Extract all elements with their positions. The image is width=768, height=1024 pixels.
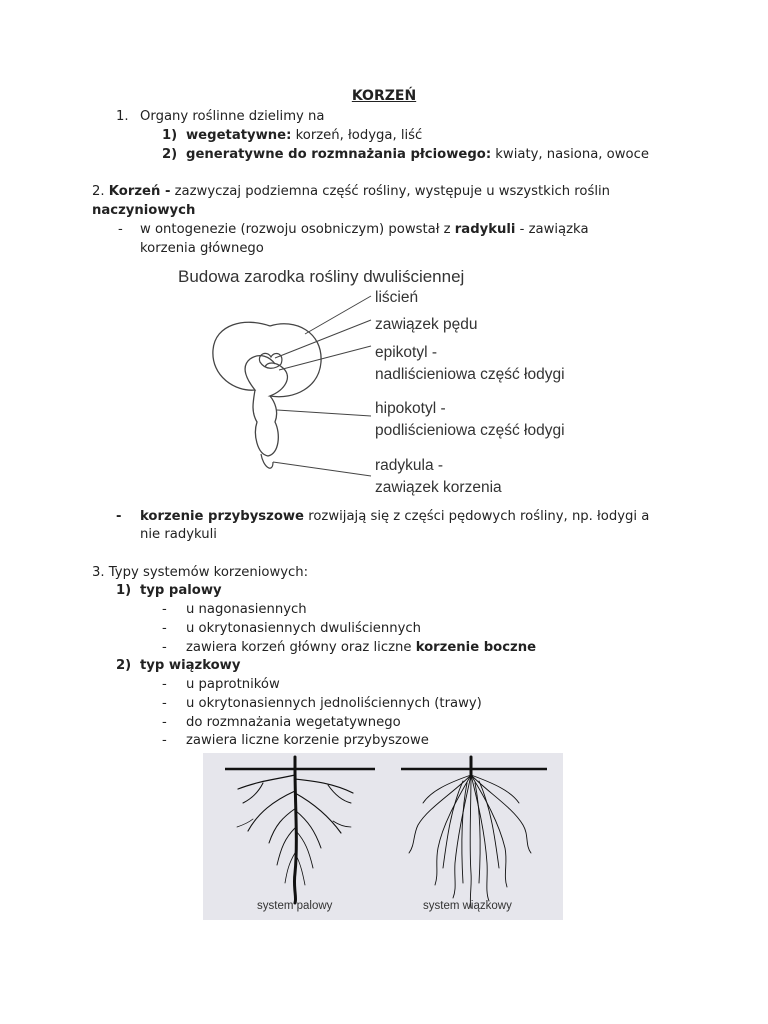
section3-text: 3. Typy systemów korzeniowych: (92, 565, 309, 580)
section2-line1: 2. Korzeń - zazwyczaj podziemna część rośliny, występuje u wszystkich roślin (92, 184, 611, 199)
section2-bullet2-line2: nie radykuli (140, 527, 217, 542)
section1-item2-number: 2) (162, 147, 178, 162)
caption-taproot: system palowy (257, 900, 333, 912)
section2-line2: naczyniowych (92, 203, 196, 218)
label-epicotyl-desc: nadliścieniowa część łodygi (375, 366, 565, 383)
bullet-dash: - (116, 509, 122, 524)
label-hypocotyl-desc: podliścieniowa część łodygi (375, 422, 565, 439)
bullet-dash: - (162, 696, 167, 711)
caption-fibrous: system wiązkowy (423, 900, 512, 912)
type1-number: 1) (116, 583, 132, 598)
type2-label: typ wiązkowy (140, 658, 241, 673)
bullet-dash: - (162, 621, 167, 636)
bullet-dash: - (118, 222, 123, 237)
bullet-dash: - (162, 677, 167, 692)
section1-item1-number: 1) (162, 128, 178, 143)
label-epicotyl: epikotyl - (375, 344, 438, 361)
type1-item2: u okrytonasiennych dwuliściennych (186, 621, 421, 636)
section1-item2: generatywne do rozmnażania płciowego: kwiaty, nasiona, owoce (186, 147, 649, 162)
figure-background (203, 753, 563, 920)
bullet-dash: - (162, 602, 167, 617)
section2-bullet2: korzenie przybyszowe rozwijają się z części pędowych rośliny, np. łodygi a (140, 509, 650, 524)
right-cotyledon (265, 324, 321, 397)
type2-item2: u okrytonasiennych jednoliściennych (trawy) (186, 696, 482, 711)
page-title: KORZEŃ (351, 88, 417, 104)
section2-bullet1-line2: korzenia głównego (140, 241, 264, 256)
leader-line (275, 320, 371, 358)
bullet-dash: - (162, 733, 167, 748)
hypocotyl (253, 390, 278, 456)
label-radicle-desc: zawiązek korzenia (375, 479, 502, 496)
type2-item1: u paprotników (186, 677, 280, 692)
left-cotyledon (213, 322, 275, 390)
embryo-diagram (175, 262, 625, 502)
type1-item1: u nagonasiennych (186, 602, 307, 617)
leader-line (279, 346, 371, 370)
type2-number: 2) (116, 658, 132, 673)
section2-bullet1: w ontogenezie (rozwoju osobniczym) powstał z radykuli - zawiązka (140, 222, 589, 237)
root-systems-figure (203, 753, 563, 920)
label-shoot-bud: zawiązek pędu (375, 316, 478, 333)
bullet-dash: - (162, 715, 167, 730)
section1-number: 1. (116, 109, 129, 124)
type2-item4: zawiera liczne korzenie przybyszowe (186, 733, 429, 748)
type1-item3: zawiera korzeń główny oraz liczne korzenie boczne (186, 640, 537, 655)
type1-label: typ palowy (140, 583, 222, 598)
label-hypocotyl: hipokotyl - (375, 400, 446, 417)
label-cotyledon: liścień (375, 289, 419, 306)
section1-text: Organy roślinne dzielimy na (140, 109, 325, 124)
leader-line (305, 296, 371, 334)
leader-line (273, 462, 371, 476)
label-radicle: radykula - (375, 457, 444, 474)
bullet-dash: - (162, 640, 167, 655)
embryo-diagram-title: Budowa zarodka rośliny dwuliściennej (178, 267, 465, 286)
section1-item1: wegetatywne: korzeń, łodyga, liść (186, 128, 423, 143)
type2-item3: do rozmnażania wegetatywnego (186, 715, 401, 730)
leader-line (277, 410, 371, 416)
